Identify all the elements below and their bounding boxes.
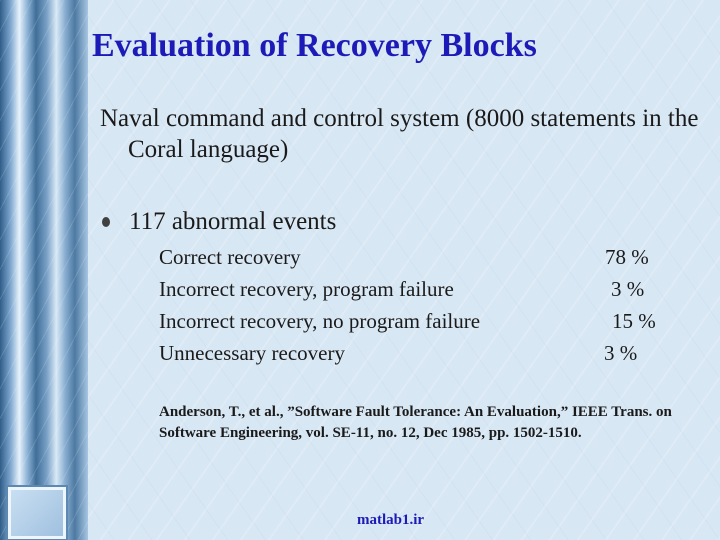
event-row-correct-recovery <box>159 241 649 273</box>
event-row-incorrect-program-failure <box>159 273 645 305</box>
slide-title: Evaluation of Recovery Blocks <box>92 27 537 64</box>
intro-text: Naval command and control system (8000 statements in the Coral language) <box>100 105 699 163</box>
event-label: Correct recovery <box>159 245 301 269</box>
event-value: 3 % <box>611 277 645 301</box>
event-row-unnecessary-recovery <box>159 337 638 369</box>
event-row-incorrect-no-program-failure <box>159 305 656 337</box>
event-label: Incorrect recovery, program failure <box>159 277 454 301</box>
left-decorative-bar <box>0 0 88 540</box>
footer-site-label: matlab1.ir <box>357 512 425 528</box>
event-value: 3 % <box>604 341 638 365</box>
reference-citation: Anderson, T., et al., ”Software Fault Tolerance: An Evaluation,” IEEE Trans. on Software Engineering, vol. SE-11, no. 12, Dec 1985, pp. 1502-1510. <box>159 404 672 441</box>
bullet-dot-icon <box>102 217 110 227</box>
decorative-frame-square <box>8 487 66 539</box>
event-label: Incorrect recovery, no program failure <box>159 309 481 333</box>
event-value: 78 % <box>605 245 649 269</box>
bullet-abnormal-events: 117 abnormal events <box>129 208 337 235</box>
event-label: Unnecessary recovery <box>159 341 345 365</box>
event-value: 15 % <box>612 309 656 333</box>
